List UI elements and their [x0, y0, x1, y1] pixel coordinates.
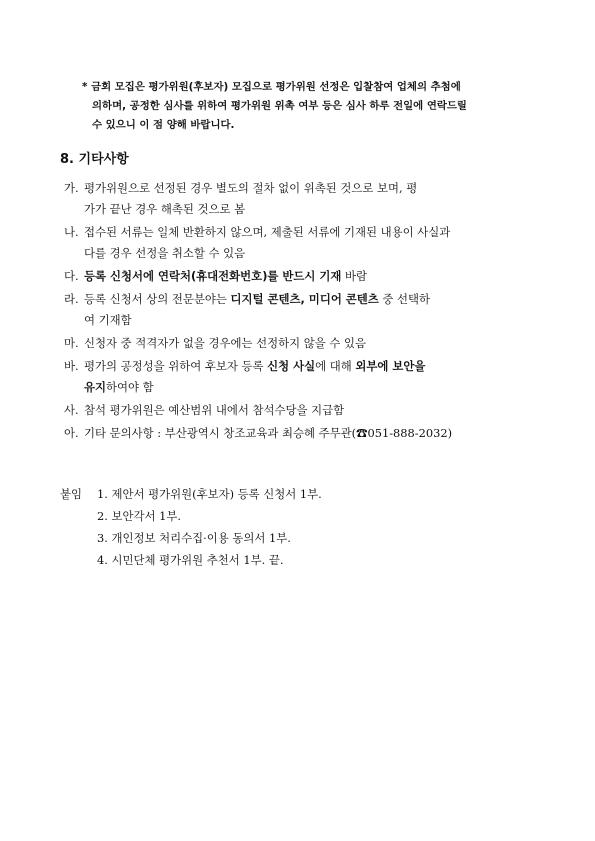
body-text: 접수된 서류는 일체 반환하지 않으며, 제출된 서류에 기재된 내용이 사실과 — [84, 225, 451, 239]
list-item — [64, 333, 544, 354]
body-text: 다를 경우 선정을 취소할 수 있음 — [84, 246, 246, 260]
list-item-line — [84, 266, 544, 287]
list-item-marker: 마. — [64, 336, 79, 350]
note-bullet: * — [82, 81, 88, 93]
body-text: 중 선택하 — [378, 292, 431, 306]
body-text: 하여야 함 — [106, 380, 154, 394]
attachments-label: 붙임 — [60, 487, 83, 501]
list-item — [64, 266, 544, 287]
list-item-line — [84, 423, 544, 444]
emphasized-text: 신청 사실 — [267, 359, 316, 373]
list-item-marker: 라. — [64, 292, 79, 306]
selection-note — [82, 78, 542, 135]
list-item — [64, 222, 544, 264]
note-line-2: 의하며, 공정한 심사를 위하여 평가위원 위촉 여부 등은 심사 하루 전일에 연락드릴 — [92, 100, 467, 112]
body-text: 등록 신청서 상의 전문분야는 — [84, 292, 231, 306]
list-item — [64, 423, 544, 444]
list-item-line — [84, 289, 544, 310]
body-text: 에 대해 — [315, 359, 356, 373]
list-item — [64, 289, 544, 331]
list-item-line — [84, 178, 544, 199]
attachment-item: 4. 시민단체 평가위원 추천서 1부. 끝. — [97, 553, 284, 567]
attachment-item: 3. 개인정보 처리수집·이용 동의서 1부. — [97, 531, 291, 545]
list-item — [64, 400, 544, 421]
list-item-marker: 바. — [64, 359, 79, 373]
emphasized-text: 유지 — [84, 380, 107, 394]
attachments-list — [60, 483, 540, 571]
emphasized-text: 디지털 콘텐츠, 미디어 콘텐츠 — [230, 292, 379, 306]
emphasized-text: 등록 신청서에 연락처(휴대전화번호)를 반드시 기재 — [84, 269, 342, 283]
list-item-line — [84, 243, 544, 264]
list-item-marker: 다. — [64, 269, 79, 283]
list-item-line — [84, 377, 544, 398]
list-item-line — [84, 199, 544, 220]
list-item-marker: 아. — [64, 426, 79, 440]
body-text: 평가위원으로 선정된 경우 별도의 절차 없이 위촉된 것으로 보며, 평 — [84, 181, 418, 195]
list-item-line — [84, 400, 544, 421]
body-text: 평가의 공정성을 위하여 후보자 등록 — [84, 359, 268, 373]
list-item-line — [84, 310, 544, 331]
body-text: 바람 — [341, 269, 367, 283]
list-item — [64, 178, 544, 220]
body-text: 가가 끝난 경우 해촉된 것으로 봄 — [84, 202, 246, 216]
body-text: 신청자 중 적격자가 없을 경우에는 선정하지 않을 수 있음 — [84, 336, 367, 350]
note-text: 금회 모집은 평가위원(후보자) 모집으로 평가위원 선정은 입찰참여 업체의 추첨에 — [91, 81, 461, 93]
body-text: 참석 평가위원은 예산범위 내에서 참석수당을 지급함 — [84, 403, 345, 417]
list-item-marker: 나. — [64, 225, 79, 239]
other-matters-list — [64, 178, 544, 446]
list-item-line — [84, 222, 544, 243]
note-line-3: 수 있으니 이 점 양해 바랍니다. — [92, 119, 235, 131]
attachments — [60, 483, 540, 571]
note-line-1 — [82, 78, 542, 97]
list-item-marker: 사. — [64, 403, 79, 417]
attachment-item: 2. 보안각서 1부. — [97, 509, 181, 523]
section-title: 8. 기타사항 — [60, 152, 129, 167]
emphasized-text: 외부에 보안을 — [355, 359, 426, 373]
list-item-line — [84, 356, 544, 377]
list-item — [64, 356, 544, 398]
list-item-line — [84, 333, 544, 354]
list-item-marker: 가. — [64, 181, 79, 195]
body-text: 여 기재함 — [84, 313, 132, 327]
attachment-item: 1. 제안서 평가위원(후보자) 등록 신청서 1부. — [97, 487, 322, 501]
body-text: 기타 문의사항 : 부산광역시 창조교육과 최승혜 주무관(☎051-888-2032) — [84, 426, 453, 440]
